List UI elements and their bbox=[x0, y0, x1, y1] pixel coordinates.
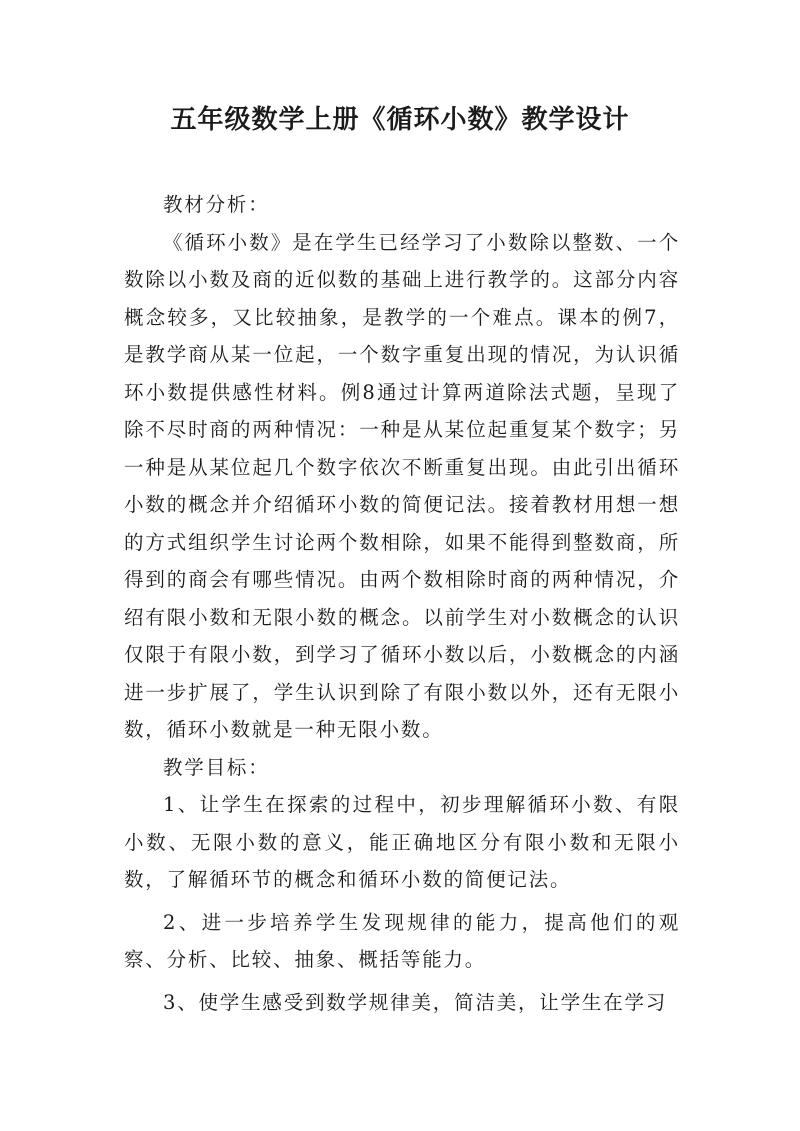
section-heading-material-analysis: 教材分析： bbox=[163, 193, 270, 216]
paragraph-material-analysis: 《循环小数》是在学生已经学习了小数除以整数、一个数除以小数及商的近似数的基础上进行教学的。这部分内容概念较多，又比较抽象，是教学的一个难点。课本的例7，是教学商从某一位起，一个数字重复出现的情况，为认识循环小数提供感性材料。例8通过计算两道除法式题，呈现了除不尽时商的两种情况：一种是从某位起重复某个数字；另一种是从某位起几个数字依次不断重复出现。由此引出循环小数的概念并介绍循环小数的简便记法。接着教材用想一想的方式组织学生讨论两个数相除，如果不能得到整数商，所得到的商会有哪些情况。由两个数相除时商的两种情况，介绍有限小数和无限小数的概念。以前学生对小数概念的认识仅限于有限小数，到学习了循环小数以后，小数概念的内涵进一步扩展了，学生认识到除了有限小数以外，还有无限小数，循环小数就是一种无限小数。 bbox=[124, 230, 680, 741]
goal-item-3: 3、使学生感受到数学规律美，简洁美，让学生在学习 bbox=[163, 990, 668, 1014]
goal-item-1: 1、让学生在探索的过程中，初步理解循环小数、有限小数、无限小数的意义，能正确地区分有限小数和无限小数，了解循环节的概念和循环小数的简便记法。 bbox=[124, 793, 680, 891]
document-title: 五年级数学上册《循环小数》教学设计 bbox=[170, 105, 630, 135]
goal-item-2: 2、进一步培养学生发现规律的能力，提高他们的观察、分析、比较、抽象、概括等能力。 bbox=[124, 910, 680, 971]
document-body bbox=[124, 186, 680, 1021]
section-heading-teaching-goals: 教学目标： bbox=[163, 755, 270, 779]
